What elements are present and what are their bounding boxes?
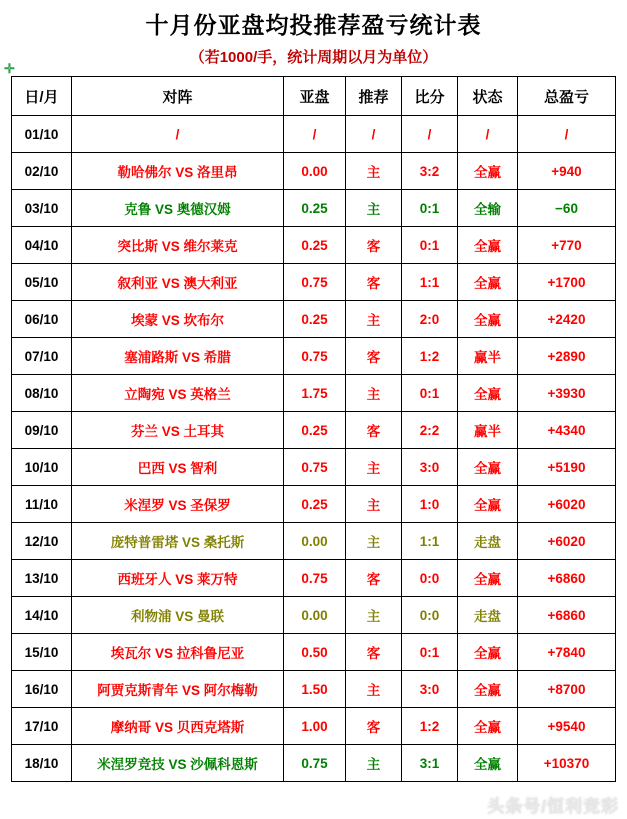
cell-recommendation: 主 bbox=[346, 449, 402, 486]
cell-state: 全赢 bbox=[458, 375, 518, 412]
cell-score: 0:1 bbox=[402, 375, 458, 412]
cell-score: 1:2 bbox=[402, 338, 458, 375]
cell-handicap: 0.25 bbox=[284, 412, 346, 449]
cell-recommendation: 客 bbox=[346, 264, 402, 301]
cell-recommendation: 客 bbox=[346, 338, 402, 375]
cell-match: 叙利亚 VS 澳大利亚 bbox=[72, 264, 284, 301]
cell-handicap: 0.25 bbox=[284, 486, 346, 523]
cell-date: 15/10 bbox=[12, 634, 72, 671]
cell-score: 1:0 bbox=[402, 486, 458, 523]
table-row bbox=[12, 153, 616, 190]
cell-date: 18/10 bbox=[12, 745, 72, 782]
cell-state: 全赢 bbox=[458, 745, 518, 782]
cell-handicap: 0.75 bbox=[284, 560, 346, 597]
cell-handicap: 0.75 bbox=[284, 449, 346, 486]
cell-handicap: 0.00 bbox=[284, 523, 346, 560]
cell-handicap: 0.50 bbox=[284, 634, 346, 671]
column-header-handicap: 亚盘 bbox=[284, 77, 346, 116]
cell-state: 全赢 bbox=[458, 264, 518, 301]
cell-score: 0:1 bbox=[402, 227, 458, 264]
cell-total: +9540 bbox=[518, 708, 616, 745]
cell-score: 2:0 bbox=[402, 301, 458, 338]
cell-score: 0:1 bbox=[402, 190, 458, 227]
column-header-recommendation: 推荐 bbox=[346, 77, 402, 116]
cell-date: 02/10 bbox=[12, 153, 72, 190]
cell-recommendation: 主 bbox=[346, 671, 402, 708]
cell-total: / bbox=[518, 116, 616, 153]
cell-recommendation: 主 bbox=[346, 190, 402, 227]
cell-total: +6020 bbox=[518, 523, 616, 560]
cell-match: / bbox=[72, 116, 284, 153]
table-row bbox=[12, 190, 616, 227]
cell-match: 米涅罗竞技 VS 沙佩科恩斯 bbox=[72, 745, 284, 782]
cell-handicap: 0.25 bbox=[284, 190, 346, 227]
table-row bbox=[12, 708, 616, 745]
cell-state: 全赢 bbox=[458, 486, 518, 523]
table-row bbox=[12, 745, 616, 782]
cell-score: 1:1 bbox=[402, 264, 458, 301]
cell-date: 14/10 bbox=[12, 597, 72, 634]
cell-match: 埃蒙 VS 坎布尔 bbox=[72, 301, 284, 338]
cell-handicap: 0.75 bbox=[284, 338, 346, 375]
cell-handicap: / bbox=[284, 116, 346, 153]
cell-handicap: 1.00 bbox=[284, 708, 346, 745]
cell-handicap: 0.25 bbox=[284, 301, 346, 338]
table-row bbox=[12, 227, 616, 264]
cell-score: 3:0 bbox=[402, 671, 458, 708]
cell-score: 0:1 bbox=[402, 634, 458, 671]
cell-recommendation: 客 bbox=[346, 412, 402, 449]
cell-state: / bbox=[458, 116, 518, 153]
cell-state: 赢半 bbox=[458, 412, 518, 449]
cell-state: 走盘 bbox=[458, 523, 518, 560]
cell-date: 04/10 bbox=[12, 227, 72, 264]
column-header-total: 总盈亏 bbox=[518, 77, 616, 116]
cell-match: 利物浦 VS 曼联 bbox=[72, 597, 284, 634]
cell-date: 07/10 bbox=[12, 338, 72, 375]
cell-date: 08/10 bbox=[12, 375, 72, 412]
cell-state: 全赢 bbox=[458, 153, 518, 190]
cell-total: +2890 bbox=[518, 338, 616, 375]
cell-score: 0:0 bbox=[402, 560, 458, 597]
cell-date: 12/10 bbox=[12, 523, 72, 560]
cell-total: +2420 bbox=[518, 301, 616, 338]
table-row bbox=[12, 634, 616, 671]
cell-match: 阿贾克斯青年 VS 阿尔梅勒 bbox=[72, 671, 284, 708]
cell-recommendation: 主 bbox=[346, 375, 402, 412]
cell-match: 塞浦路斯 VS 希腊 bbox=[72, 338, 284, 375]
cell-date: 17/10 bbox=[12, 708, 72, 745]
cell-score: 3:1 bbox=[402, 745, 458, 782]
table-row bbox=[12, 449, 616, 486]
cell-date: 06/10 bbox=[12, 301, 72, 338]
cell-date: 01/10 bbox=[12, 116, 72, 153]
stats-table bbox=[11, 76, 616, 782]
cell-recommendation: / bbox=[346, 116, 402, 153]
cell-match: 立陶宛 VS 英格兰 bbox=[72, 375, 284, 412]
cell-recommendation: 客 bbox=[346, 227, 402, 264]
cell-state: 走盘 bbox=[458, 597, 518, 634]
page-subtitle: （若1000/手，统计周期以月为单位） bbox=[189, 49, 438, 66]
table-row bbox=[12, 375, 616, 412]
table-row bbox=[12, 264, 616, 301]
watermark: 头条号/恒利竞彩 bbox=[487, 797, 619, 816]
cell-state: 全赢 bbox=[458, 301, 518, 338]
cell-handicap: 0.00 bbox=[284, 597, 346, 634]
cell-state: 全赢 bbox=[458, 227, 518, 264]
cell-handicap: 1.50 bbox=[284, 671, 346, 708]
table-row bbox=[12, 597, 616, 634]
cell-score: 2:2 bbox=[402, 412, 458, 449]
table-header-row bbox=[12, 77, 616, 116]
cell-match: 埃瓦尔 VS 拉科鲁尼亚 bbox=[72, 634, 284, 671]
cell-match: 米涅罗 VS 圣保罗 bbox=[72, 486, 284, 523]
select-all-corner-icon[interactable]: ✛ bbox=[4, 61, 15, 76]
table-row bbox=[12, 338, 616, 375]
cell-recommendation: 主 bbox=[346, 745, 402, 782]
cell-state: 全赢 bbox=[458, 560, 518, 597]
cell-match: 西班牙人 VS 莱万特 bbox=[72, 560, 284, 597]
cell-recommendation: 客 bbox=[346, 560, 402, 597]
cell-total: +7840 bbox=[518, 634, 616, 671]
table-row bbox=[12, 301, 616, 338]
cell-score: 0:0 bbox=[402, 597, 458, 634]
cell-state: 全赢 bbox=[458, 634, 518, 671]
cell-recommendation: 客 bbox=[346, 634, 402, 671]
cell-recommendation: 主 bbox=[346, 301, 402, 338]
cell-match: 芬兰 VS 土耳其 bbox=[72, 412, 284, 449]
cell-recommendation: 主 bbox=[346, 153, 402, 190]
cell-recommendation: 客 bbox=[346, 708, 402, 745]
cell-match: 巴西 VS 智利 bbox=[72, 449, 284, 486]
cell-handicap: 0.75 bbox=[284, 745, 346, 782]
cell-total: +5190 bbox=[518, 449, 616, 486]
cell-handicap: 0.00 bbox=[284, 153, 346, 190]
cell-total: +6860 bbox=[518, 560, 616, 597]
table-row bbox=[12, 560, 616, 597]
page-title: 十月份亚盘均投推荐盈亏统计表 bbox=[145, 12, 482, 38]
cell-date: 10/10 bbox=[12, 449, 72, 486]
cell-score: 1:2 bbox=[402, 708, 458, 745]
cell-total: +940 bbox=[518, 153, 616, 190]
cell-state: 全赢 bbox=[458, 708, 518, 745]
cell-match: 克鲁 VS 奥德汉姆 bbox=[72, 190, 284, 227]
column-header-date: 日/月 bbox=[12, 77, 72, 116]
cell-total: −60 bbox=[518, 190, 616, 227]
cell-score: 3:0 bbox=[402, 449, 458, 486]
cell-recommendation: 主 bbox=[346, 597, 402, 634]
cell-total: +10370 bbox=[518, 745, 616, 782]
cell-match: 突比斯 VS 维尔莱克 bbox=[72, 227, 284, 264]
cell-state: 全赢 bbox=[458, 449, 518, 486]
column-header-match: 对阵 bbox=[72, 77, 284, 116]
cell-recommendation: 主 bbox=[346, 523, 402, 560]
cell-date: 03/10 bbox=[12, 190, 72, 227]
cell-score: / bbox=[402, 116, 458, 153]
cell-date: 05/10 bbox=[12, 264, 72, 301]
cell-total: +8700 bbox=[518, 671, 616, 708]
cell-total: +770 bbox=[518, 227, 616, 264]
cell-score: 3:2 bbox=[402, 153, 458, 190]
cell-recommendation: 主 bbox=[346, 486, 402, 523]
cell-date: 11/10 bbox=[12, 486, 72, 523]
cell-state: 全赢 bbox=[458, 671, 518, 708]
cell-match: 摩纳哥 VS 贝西克塔斯 bbox=[72, 708, 284, 745]
cell-total: +1700 bbox=[518, 264, 616, 301]
cell-match: 勒哈佛尔 VS 洛里昂 bbox=[72, 153, 284, 190]
table-body bbox=[12, 116, 616, 782]
cell-match: 庞特普雷塔 VS 桑托斯 bbox=[72, 523, 284, 560]
cell-date: 13/10 bbox=[12, 560, 72, 597]
cell-handicap: 0.25 bbox=[284, 227, 346, 264]
table-row bbox=[12, 412, 616, 449]
cell-handicap: 0.75 bbox=[284, 264, 346, 301]
table-row bbox=[12, 486, 616, 523]
column-header-score: 比分 bbox=[402, 77, 458, 116]
table-row bbox=[12, 671, 616, 708]
cell-total: +6860 bbox=[518, 597, 616, 634]
column-header-state: 状态 bbox=[458, 77, 518, 116]
cell-score: 1:1 bbox=[402, 523, 458, 560]
cell-state: 全输 bbox=[458, 190, 518, 227]
cell-date: 16/10 bbox=[12, 671, 72, 708]
cell-state: 赢半 bbox=[458, 338, 518, 375]
cell-total: +6020 bbox=[518, 486, 616, 523]
table-row bbox=[12, 523, 616, 560]
cell-handicap: 1.75 bbox=[284, 375, 346, 412]
cell-date: 09/10 bbox=[12, 412, 72, 449]
table-row bbox=[12, 116, 616, 153]
cell-total: +4340 bbox=[518, 412, 616, 449]
cell-total: +3930 bbox=[518, 375, 616, 412]
